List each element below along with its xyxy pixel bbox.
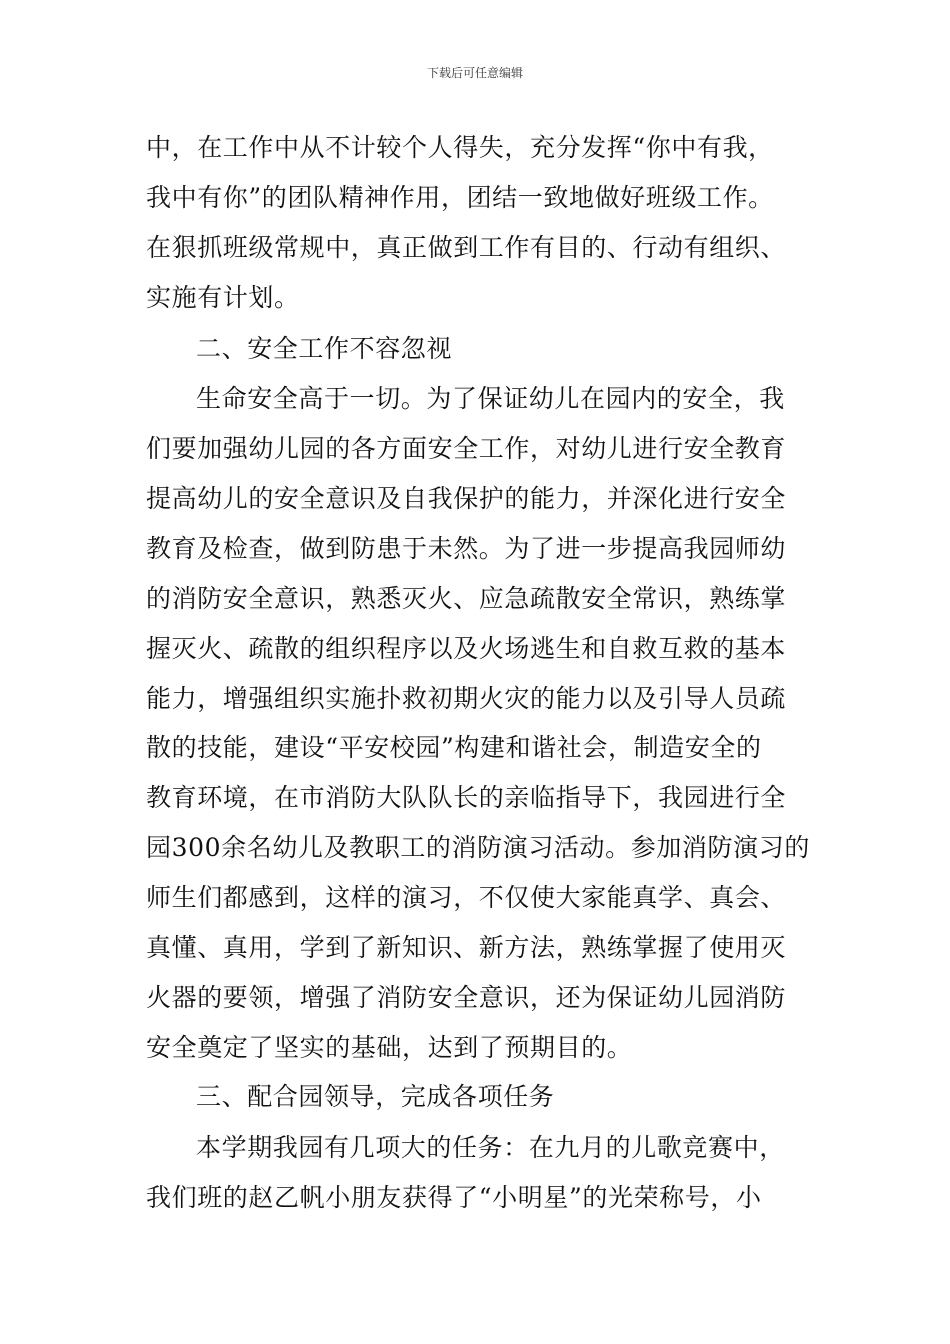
- text-line: 本学期我园有几项大的任务：在九月的儿歌竞赛中，: [196, 1133, 785, 1162]
- text-line: 教育环境，在市消防大队队长的亲临指导下，我园进行全: [146, 783, 787, 812]
- text-line: 安全奠定了坚实的基础，达到了预期目的。: [146, 1033, 633, 1062]
- text-line: 火器的要领，增强了消防安全意识，还为保证幼儿园消防: [146, 983, 787, 1012]
- text-line: 中，在工作中从不计较个人得失，充分发挥“你中有我，: [146, 133, 774, 162]
- text-line: 提高幼儿的安全意识及自我保护的能力，并深化进行安全: [146, 484, 787, 513]
- section-heading: 二、安全工作不容忽视: [196, 334, 453, 363]
- text-line: 师生们都感到，这样的演习，不仅使大家能真学、真会、: [146, 883, 787, 912]
- text-line: 握灭火、疏散的组织程序以及火场逃生和自救互救的基本: [146, 634, 787, 663]
- text-line: 我中有你”的团队精神作用，团结一致地做好班级工作。: [146, 183, 774, 212]
- text-line: 们要加强幼儿园的各方面安全工作，对幼儿进行安全教育: [146, 434, 787, 463]
- page-header: 下载后可任意编辑: [426, 66, 523, 80]
- text-line: 生命安全高于一切。为了保证幼儿在园内的安全，我: [196, 384, 785, 413]
- text-line: 园300余名幼儿及教职工的消防演习活动。参加消防演习的: [146, 833, 810, 862]
- text-line: 我们班的赵乙帆小朋友获得了“小明星”的光荣称号，小: [146, 1183, 762, 1212]
- text-line: 散的技能，建设“平安校园”构建和谐社会，制造安全的: [146, 733, 762, 762]
- text-line: 能力，增强组织实施扑救初期火灾的能力以及引导人员疏: [146, 684, 787, 713]
- text-line: 教育及检查，做到防患于未然。为了进一步提高我园师幼: [146, 534, 787, 563]
- text-line: 在狠抓班级常规中，真正做到工作有目的、行动有组织、: [146, 233, 787, 262]
- section-heading: 三、配合园领导，完成各项任务: [196, 1082, 555, 1111]
- text-line: 的消防安全意识，熟悉灭火、应急疏散安全常识，熟练掌: [146, 584, 787, 613]
- text-line: 实施有计划。: [146, 283, 300, 312]
- text-line: 真懂、真用，学到了新知识、新方法，熟练掌握了使用灭: [146, 933, 787, 962]
